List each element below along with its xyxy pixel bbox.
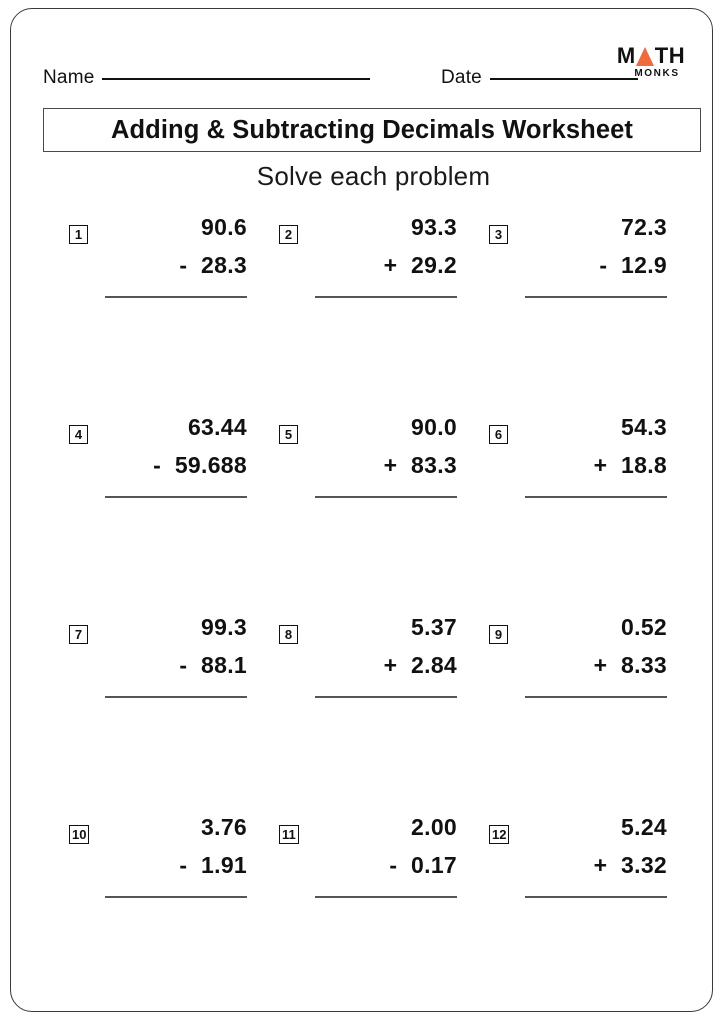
- second-operand-row: [315, 852, 457, 888]
- problem-number-badge: 11: [279, 825, 299, 844]
- problem-number-badge: 6: [489, 425, 508, 444]
- problem-11: [269, 814, 479, 1014]
- problem-row: [59, 414, 689, 614]
- answer-line[interactable]: [315, 296, 457, 298]
- instructions: Solve each problem: [256, 161, 491, 191]
- minus-icon: -: [179, 252, 188, 278]
- answer-line[interactable]: [105, 296, 247, 298]
- problem-number-badge: 12: [489, 825, 509, 844]
- name-field[interactable]: [43, 67, 370, 89]
- first-operand: 90.6: [201, 214, 247, 240]
- problem-grid: [59, 214, 689, 1014]
- first-operand: 2.00: [411, 814, 457, 840]
- first-operand-row: [525, 214, 667, 250]
- first-operand-row: [105, 814, 247, 850]
- problem-number-badge: 10: [69, 825, 89, 844]
- worksheet-header: [33, 43, 693, 103]
- name-write-line[interactable]: [102, 78, 370, 80]
- first-operand: 90.0: [411, 414, 457, 440]
- first-operand-row: [105, 214, 247, 250]
- second-operand: 28.3: [201, 252, 247, 278]
- problem-body: [105, 814, 247, 898]
- second-operand: 83.3: [411, 452, 457, 478]
- minus-icon: -: [599, 252, 608, 278]
- minus-icon: -: [179, 852, 188, 878]
- name-label: Name: [43, 67, 95, 88]
- second-operand-row: [525, 452, 667, 488]
- first-operand-row: [105, 614, 247, 650]
- first-operand: 0.52: [621, 614, 667, 640]
- second-operand: 1.91: [201, 852, 247, 878]
- date-label: Date: [441, 67, 482, 88]
- answer-line[interactable]: [525, 896, 667, 898]
- second-operand: 88.1: [201, 652, 247, 678]
- problem-10: [59, 814, 269, 1014]
- first-operand-row: [315, 614, 457, 650]
- first-operand: 93.3: [411, 214, 457, 240]
- problem-number-badge: 7: [69, 625, 88, 644]
- problem-9: [479, 614, 689, 814]
- math-monks-logo: [609, 45, 693, 79]
- problem-number-badge: 9: [489, 625, 508, 644]
- first-operand: 72.3: [621, 214, 667, 240]
- second-operand-row: [525, 652, 667, 688]
- second-operand-row: [105, 252, 247, 288]
- second-operand-row: [525, 852, 667, 888]
- problem-number-badge: 1: [69, 225, 88, 244]
- problem-body: [525, 414, 667, 498]
- second-operand: 12.9: [621, 252, 667, 278]
- problem-body: [525, 814, 667, 898]
- answer-line[interactable]: [315, 696, 457, 698]
- first-operand: 63.44: [187, 414, 247, 440]
- first-operand: 3.76: [201, 814, 247, 840]
- second-operand-row: [315, 452, 457, 488]
- minus-icon: -: [153, 452, 161, 478]
- answer-line[interactable]: [315, 896, 457, 898]
- first-operand-row: [525, 614, 667, 650]
- problem-body: [105, 614, 247, 698]
- problem-number-badge: 5: [279, 425, 298, 444]
- first-operand: 5.24: [621, 814, 667, 840]
- second-operand: 29.2: [411, 252, 457, 278]
- plus-icon: +: [593, 452, 608, 478]
- worksheet-page: [10, 8, 713, 1012]
- problem-6: [479, 414, 689, 614]
- problem-body: [105, 414, 247, 498]
- second-operand-row: [315, 252, 457, 288]
- first-operand: 5.37: [411, 614, 457, 640]
- worksheet-title-box: [43, 108, 701, 152]
- problem-3: [479, 214, 689, 414]
- problem-body: [315, 614, 457, 698]
- plus-icon: +: [593, 652, 608, 678]
- first-operand-row: [105, 414, 247, 450]
- problem-number-badge: 3: [489, 225, 508, 244]
- problem-body: [315, 814, 457, 898]
- second-operand-row: [105, 852, 247, 888]
- problem-8: [269, 614, 479, 814]
- second-operand: 18.8: [621, 452, 667, 478]
- page-title: Adding & Subtracting Decimals Worksheet: [110, 115, 634, 144]
- second-operand-row: [105, 652, 247, 688]
- second-operand-row: [105, 452, 247, 488]
- answer-line[interactable]: [525, 496, 667, 498]
- logo-letter-m: M: [616, 43, 636, 68]
- problem-4: [59, 414, 269, 614]
- problem-row: [59, 614, 689, 814]
- problem-12: [479, 814, 689, 1014]
- problem-1: [59, 214, 269, 414]
- plus-icon: +: [383, 452, 398, 478]
- logo-subtext: MONKS: [634, 68, 680, 79]
- second-operand: 0.17: [411, 852, 457, 878]
- problem-body: [315, 214, 457, 298]
- logo-letters-th: TH: [654, 43, 686, 68]
- second-operand: 3.32: [621, 852, 667, 878]
- problem-body: [525, 614, 667, 698]
- second-operand-row: [315, 652, 457, 688]
- first-operand-row: [525, 414, 667, 450]
- second-operand-row: [525, 252, 667, 288]
- second-operand: 8.33: [621, 652, 667, 678]
- first-operand: 54.3: [621, 414, 667, 440]
- answer-line[interactable]: [105, 696, 247, 698]
- first-operand-row: [315, 414, 457, 450]
- triangle-icon: [636, 47, 654, 66]
- problem-number-badge: 2: [279, 225, 298, 244]
- minus-icon: -: [389, 852, 398, 878]
- problem-row: [59, 814, 689, 1014]
- plus-icon: +: [383, 252, 398, 278]
- problem-body: [525, 214, 667, 298]
- second-operand: 2.84: [411, 652, 457, 678]
- first-operand: 99.3: [201, 614, 247, 640]
- second-operand: 59.688: [174, 452, 247, 478]
- first-operand-row: [525, 814, 667, 850]
- answer-line[interactable]: [525, 696, 667, 698]
- first-operand-row: [315, 214, 457, 250]
- problem-body: [315, 414, 457, 498]
- problem-2: [269, 214, 479, 414]
- problem-7: [59, 614, 269, 814]
- logo-wordmark: [609, 45, 693, 67]
- answer-line[interactable]: [315, 496, 457, 498]
- answer-line[interactable]: [525, 296, 667, 298]
- problem-row: [59, 214, 689, 414]
- problem-body: [105, 214, 247, 298]
- plus-icon: +: [593, 852, 608, 878]
- problem-5: [269, 414, 479, 614]
- minus-icon: -: [179, 652, 188, 678]
- problem-number-badge: 8: [279, 625, 298, 644]
- first-operand-row: [315, 814, 457, 850]
- answer-line[interactable]: [105, 496, 247, 498]
- plus-icon: +: [383, 652, 398, 678]
- answer-line[interactable]: [105, 896, 247, 898]
- problem-number-badge: 4: [69, 425, 88, 444]
